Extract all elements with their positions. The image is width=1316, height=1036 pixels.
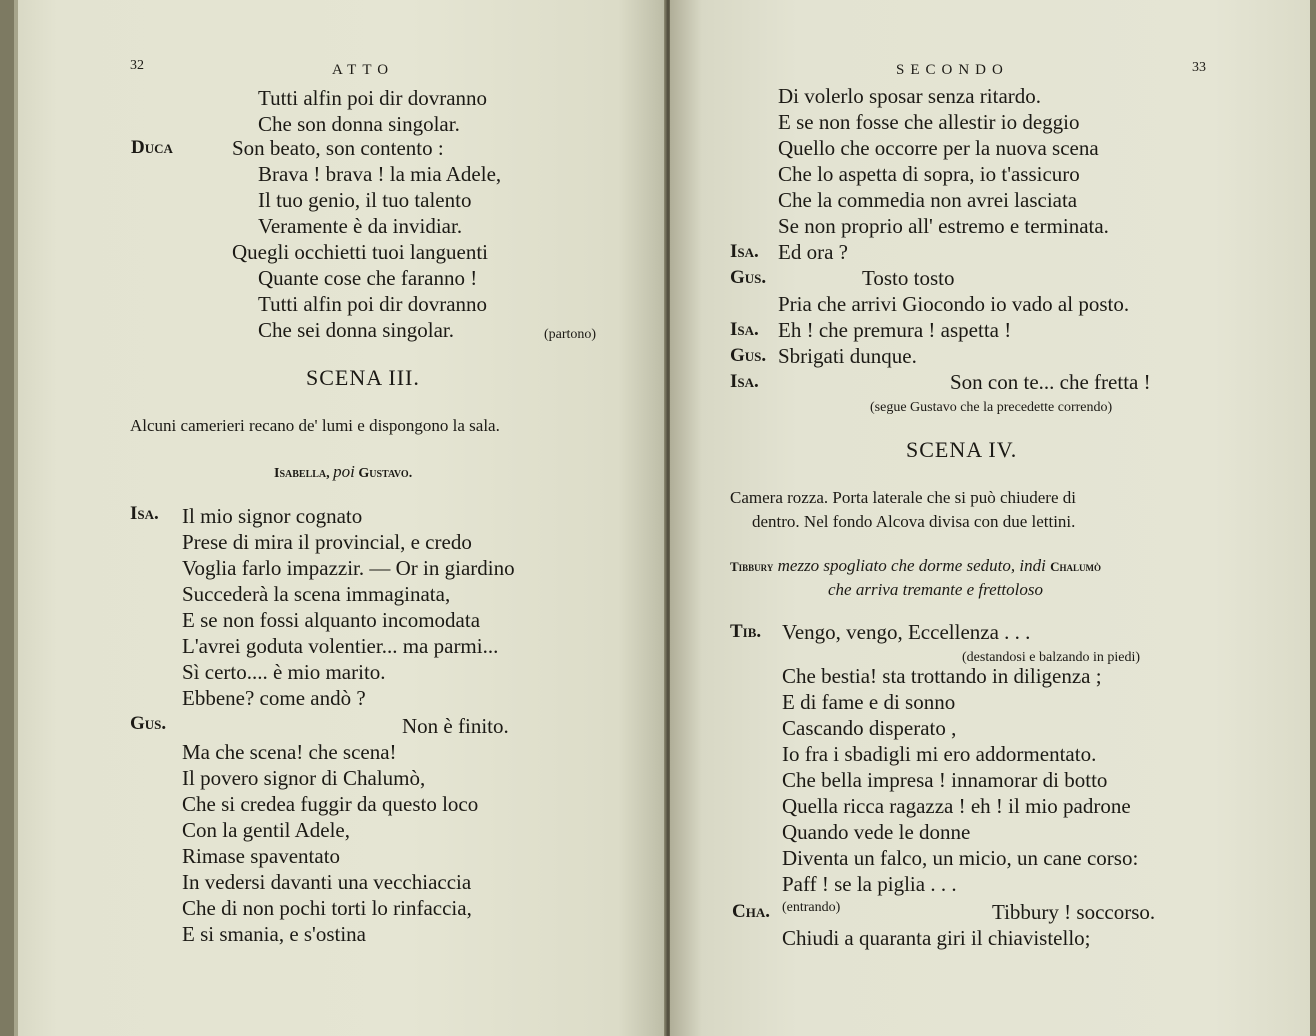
stage-direction: dentro. Nel fondo Alcova divisa con due lettini. bbox=[752, 512, 1076, 531]
verse-line: Ebbene? come andò ? bbox=[182, 686, 366, 710]
verse-line: Con la gentil Adele, bbox=[182, 818, 350, 842]
verse-line: Se non proprio all' estremo e terminata. bbox=[778, 214, 1109, 238]
scene-title: SCENA III. bbox=[306, 365, 420, 390]
verse-line: Son con te... che fretta ! bbox=[950, 370, 1151, 394]
verse-line: Son beato, son contento : bbox=[232, 136, 444, 160]
verse-line: Tosto tosto bbox=[862, 266, 955, 290]
verse-line: Il mio signor cognato bbox=[182, 504, 363, 528]
left-page bbox=[14, 0, 670, 1036]
verse-line: Ma che scena! che scena! bbox=[182, 740, 397, 764]
character-description: che arriva tremante e frettoloso bbox=[828, 580, 1043, 599]
verse-line: Paff ! se la piglia . . . bbox=[782, 872, 957, 896]
speaker-label: Cha. bbox=[732, 901, 770, 922]
verse-line: Chiudi a quaranta giri il chiavistello; bbox=[782, 926, 1091, 950]
verse-line: Diventa un falco, un micio, un cane corso: bbox=[782, 846, 1139, 870]
verse-line: Che bella impresa ! innamorar di botto bbox=[782, 768, 1108, 792]
speaker-label: Isa. bbox=[730, 241, 759, 262]
speaker-label: Isa. bbox=[730, 319, 759, 340]
verse-line: In vedersi davanti una vecchiaccia bbox=[182, 870, 472, 894]
speaker-label: Duca bbox=[131, 137, 173, 158]
verse-line: Quando vede le donne bbox=[782, 820, 971, 844]
character-name: Tibbury bbox=[730, 559, 774, 574]
verse-line: Vengo, vengo, Eccellenza . . . bbox=[782, 620, 1031, 644]
verse-line: Che sei donna singolar. bbox=[258, 318, 454, 342]
verse-line: E di fame e di sonno bbox=[782, 690, 956, 714]
page-number: 32 bbox=[130, 58, 144, 73]
verse-line: Sbrigati dunque. bbox=[778, 344, 917, 368]
verse-line: Veramente è da invidiar. bbox=[258, 214, 463, 238]
stage-direction: (entrando) bbox=[782, 900, 841, 915]
verse-line: Pria che arrivi Giocondo io vado al posto. bbox=[778, 292, 1130, 316]
character-name: Gustavo. bbox=[358, 466, 413, 481]
verse-line: Tutti alfin poi dir dovranno bbox=[258, 292, 488, 316]
speaker-label: Gus. bbox=[130, 713, 167, 734]
verse-line: Prese di mira il provincial, e credo bbox=[182, 530, 472, 554]
verse-line: Non è finito. bbox=[402, 714, 509, 738]
verse-line: Rimase spaventato bbox=[182, 844, 341, 868]
character-name: Chalumò bbox=[1050, 559, 1101, 574]
speaker-label: Gus. bbox=[730, 267, 767, 288]
verse-line: Brava ! brava ! la mia Adele, bbox=[258, 162, 502, 186]
verse-line: Quante cose che faranno ! bbox=[258, 266, 478, 290]
verse-line: Voglia farlo impazzir. — Or in giardino bbox=[182, 556, 515, 580]
running-head: SECONDO bbox=[896, 62, 1009, 78]
character-description: mezzo spogliato che dorme seduto, indi bbox=[777, 556, 1046, 575]
stage-direction: Alcuni camerieri recano de' lumi e dispongono la sala. bbox=[130, 416, 500, 435]
verse-line: Di volerlo sposar senza ritardo. bbox=[778, 84, 1042, 108]
verse-line: Tibbury ! soccorso. bbox=[992, 900, 1156, 924]
verse-line: Che la commedia non avrei lasciata bbox=[778, 188, 1078, 212]
speaker-label: Isa. bbox=[730, 371, 759, 392]
verse-line: Ed ora ? bbox=[778, 240, 848, 264]
stage-direction: (segue Gustavo che la precedette correndo) bbox=[870, 400, 1113, 415]
verse-line: Cascando disperato , bbox=[782, 716, 957, 740]
verse-line: Sì certo.... è mio marito. bbox=[182, 660, 386, 684]
stage-direction: Camera rozza. Porta laterale che si può chiudere di bbox=[730, 488, 1076, 507]
verse-line: Che lo aspetta di sopra, io t'assicuro bbox=[778, 162, 1080, 186]
verse-line: Quegli occhietti tuoi languenti bbox=[232, 240, 489, 264]
verse-line: Che bestia! sta trottando in diligenza ; bbox=[782, 664, 1102, 688]
verse-line: L'avrei goduta volentier... ma parmi... bbox=[182, 634, 499, 658]
verse-line: Che son donna singolar. bbox=[258, 112, 460, 136]
speaker-label: Gus. bbox=[730, 345, 767, 366]
page-number: 33 bbox=[1192, 60, 1206, 75]
verse-line: Che si credea fuggir da questo loco bbox=[182, 792, 479, 816]
character-name: Isabella, bbox=[274, 466, 330, 481]
stage-direction: (partono) bbox=[544, 327, 597, 342]
verse-line: Quello che occorre per la nuova scena bbox=[778, 136, 1099, 160]
running-head: ATTO bbox=[332, 62, 395, 78]
character-list bbox=[730, 554, 1101, 579]
verse-line: E si smania, e s'ostina bbox=[182, 922, 367, 946]
verse-line: Eh ! che premura ! aspetta ! bbox=[778, 318, 1012, 342]
verse-line: Il povero signor di Chalumò, bbox=[182, 766, 426, 790]
character-connector: poi bbox=[333, 462, 355, 481]
character-list bbox=[274, 460, 412, 486]
speaker-label: Isa. bbox=[130, 503, 159, 524]
scene-title: SCENA IV. bbox=[906, 437, 1018, 462]
verse-line: Il tuo genio, il tuo talento bbox=[258, 188, 472, 212]
verse-line: Quella ricca ragazza ! eh ! il mio padrone bbox=[782, 794, 1131, 818]
verse-line: Che di non pochi torti lo rinfaccia, bbox=[182, 896, 472, 920]
speaker-label: Tib. bbox=[730, 621, 762, 642]
right-page bbox=[670, 0, 1310, 1036]
verse-line: Tutti alfin poi dir dovranno bbox=[258, 86, 488, 110]
verse-line: Succederà la scena immaginata, bbox=[182, 582, 451, 606]
verse-line: E se non fosse che allestir io deggio bbox=[778, 110, 1080, 134]
stage-direction: (destandosi e balzando in piedi) bbox=[962, 650, 1141, 665]
verse-line: Io fra i sbadigli mi ero addormentato. bbox=[782, 742, 1097, 766]
verse-line: E se non fossi alquanto incomodata bbox=[182, 608, 481, 632]
